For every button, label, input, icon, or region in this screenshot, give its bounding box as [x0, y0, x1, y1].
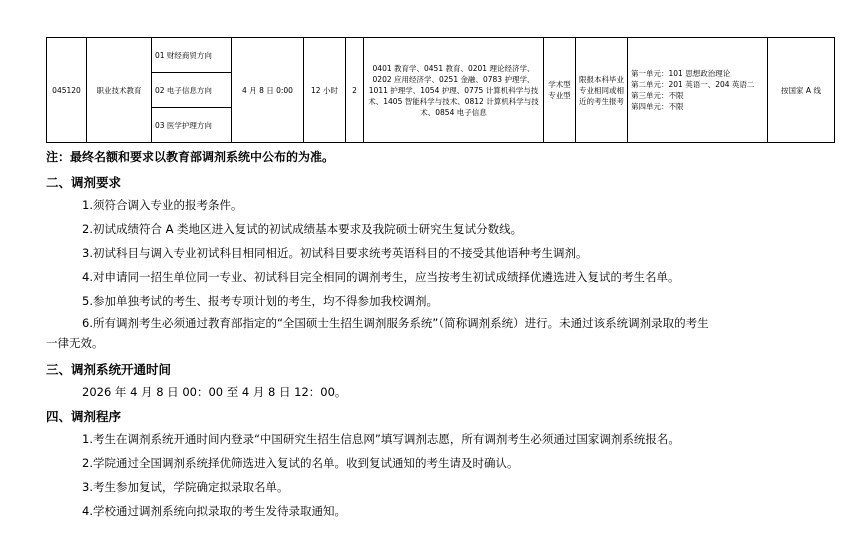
subject-line: 第三单元：不限	[631, 91, 684, 100]
requirement-item-text: 6.所有调剂考生必须通过教育部指定的“全国硕士生招生调剂服务系统”（简称调剂系统）进行。未通过该系统调剂录取的考生	[82, 316, 709, 330]
count-cell: 2	[346, 38, 364, 143]
subject-line: 第一单元：101 思想政治理论	[631, 69, 731, 78]
requirement-item: 1.须符合调入专业的报考条件。	[82, 198, 243, 212]
direction-cell: 01 财经商贸方向	[152, 38, 232, 73]
duration-cell: 12 小时	[304, 38, 346, 143]
subject-line: 第二单元：201 英语一、204 英语二	[631, 80, 755, 89]
requirement-item	[46, 313, 837, 353]
score-line-cell: 按国家 A 线	[768, 38, 835, 143]
direction-cell: 02 电子信息方向	[152, 73, 232, 108]
requirement-item: 5.参加单独考试的考生、报考专项计划的考生，均不得参加我校调剂。	[82, 294, 438, 308]
requirement-item: 4.对申请同一招生单位同一专业、初试科目完全相同的调剂考生，应当按考生初试成绩择优遴选进入复试的考生名单。	[82, 270, 680, 284]
major-cell: 职业技术教育	[87, 38, 152, 143]
requirement-item: 2.初试成绩符合 A 类地区进入复试的初试成绩基本要求及我院硕士研究生复试分数线。	[82, 222, 523, 236]
section2-title: 二、调剂要求	[46, 175, 122, 190]
requirement-cell: 限报本科毕业专业相同或相近的考生报考	[576, 38, 628, 143]
direction-cell: 03 医学护理方向	[152, 108, 232, 143]
admissions-table	[46, 37, 835, 143]
note: 注：最终名额和要求以教育部调剂系统中公布的为准。	[46, 150, 335, 164]
open-time-cell: 4 月 8 日 0:00	[232, 38, 304, 143]
procedure-item: 4.学校通过调剂系统向拟录取的考生发待录取通知。	[82, 504, 346, 518]
requirement-item-continued: 一律无效。	[46, 336, 104, 350]
section4-title: 四、调剂程序	[46, 409, 122, 424]
requirement-item: 3.初试科目与调入专业初试科目相同相近。初试科目要求统考英语科目的不接受其他语种考生调剂。	[82, 246, 588, 260]
subject-line: 第四单元：不限	[631, 102, 684, 111]
system-open-time: 2026 年 4 月 8 日 00：00 至 4 月 8 日 12：00。	[82, 385, 347, 399]
section3-title: 三、调剂系统开通时间	[46, 362, 172, 377]
procedure-item: 1.考生在调剂系统开通时间内登录“中国研究生招生信息网”填写调剂志愿，所有调剂考生必须通过国家调剂系统报名。	[82, 432, 680, 446]
type-cell: 学术型专业型	[544, 38, 576, 143]
code-cell: 045120	[47, 38, 87, 143]
procedure-item: 2.学院通过全国调剂系统择优筛选进入复试的名单。收到复试通知的考生请及时确认。	[82, 456, 519, 470]
accepted-majors-cell: 0401 教育学、0451 教育、0201 理论经济学、0202 应用经济学、0251 金融、0783 护理学、1011 护理学、1054 护理、0775 计算机科学与技术、1405 智能科学与技术、0812 计算机科学与技术、0854 电子信息	[364, 38, 544, 143]
procedure-item: 3.考生参加复试，学院确定拟录取名单。	[82, 480, 289, 494]
subjects-cell	[628, 38, 768, 143]
